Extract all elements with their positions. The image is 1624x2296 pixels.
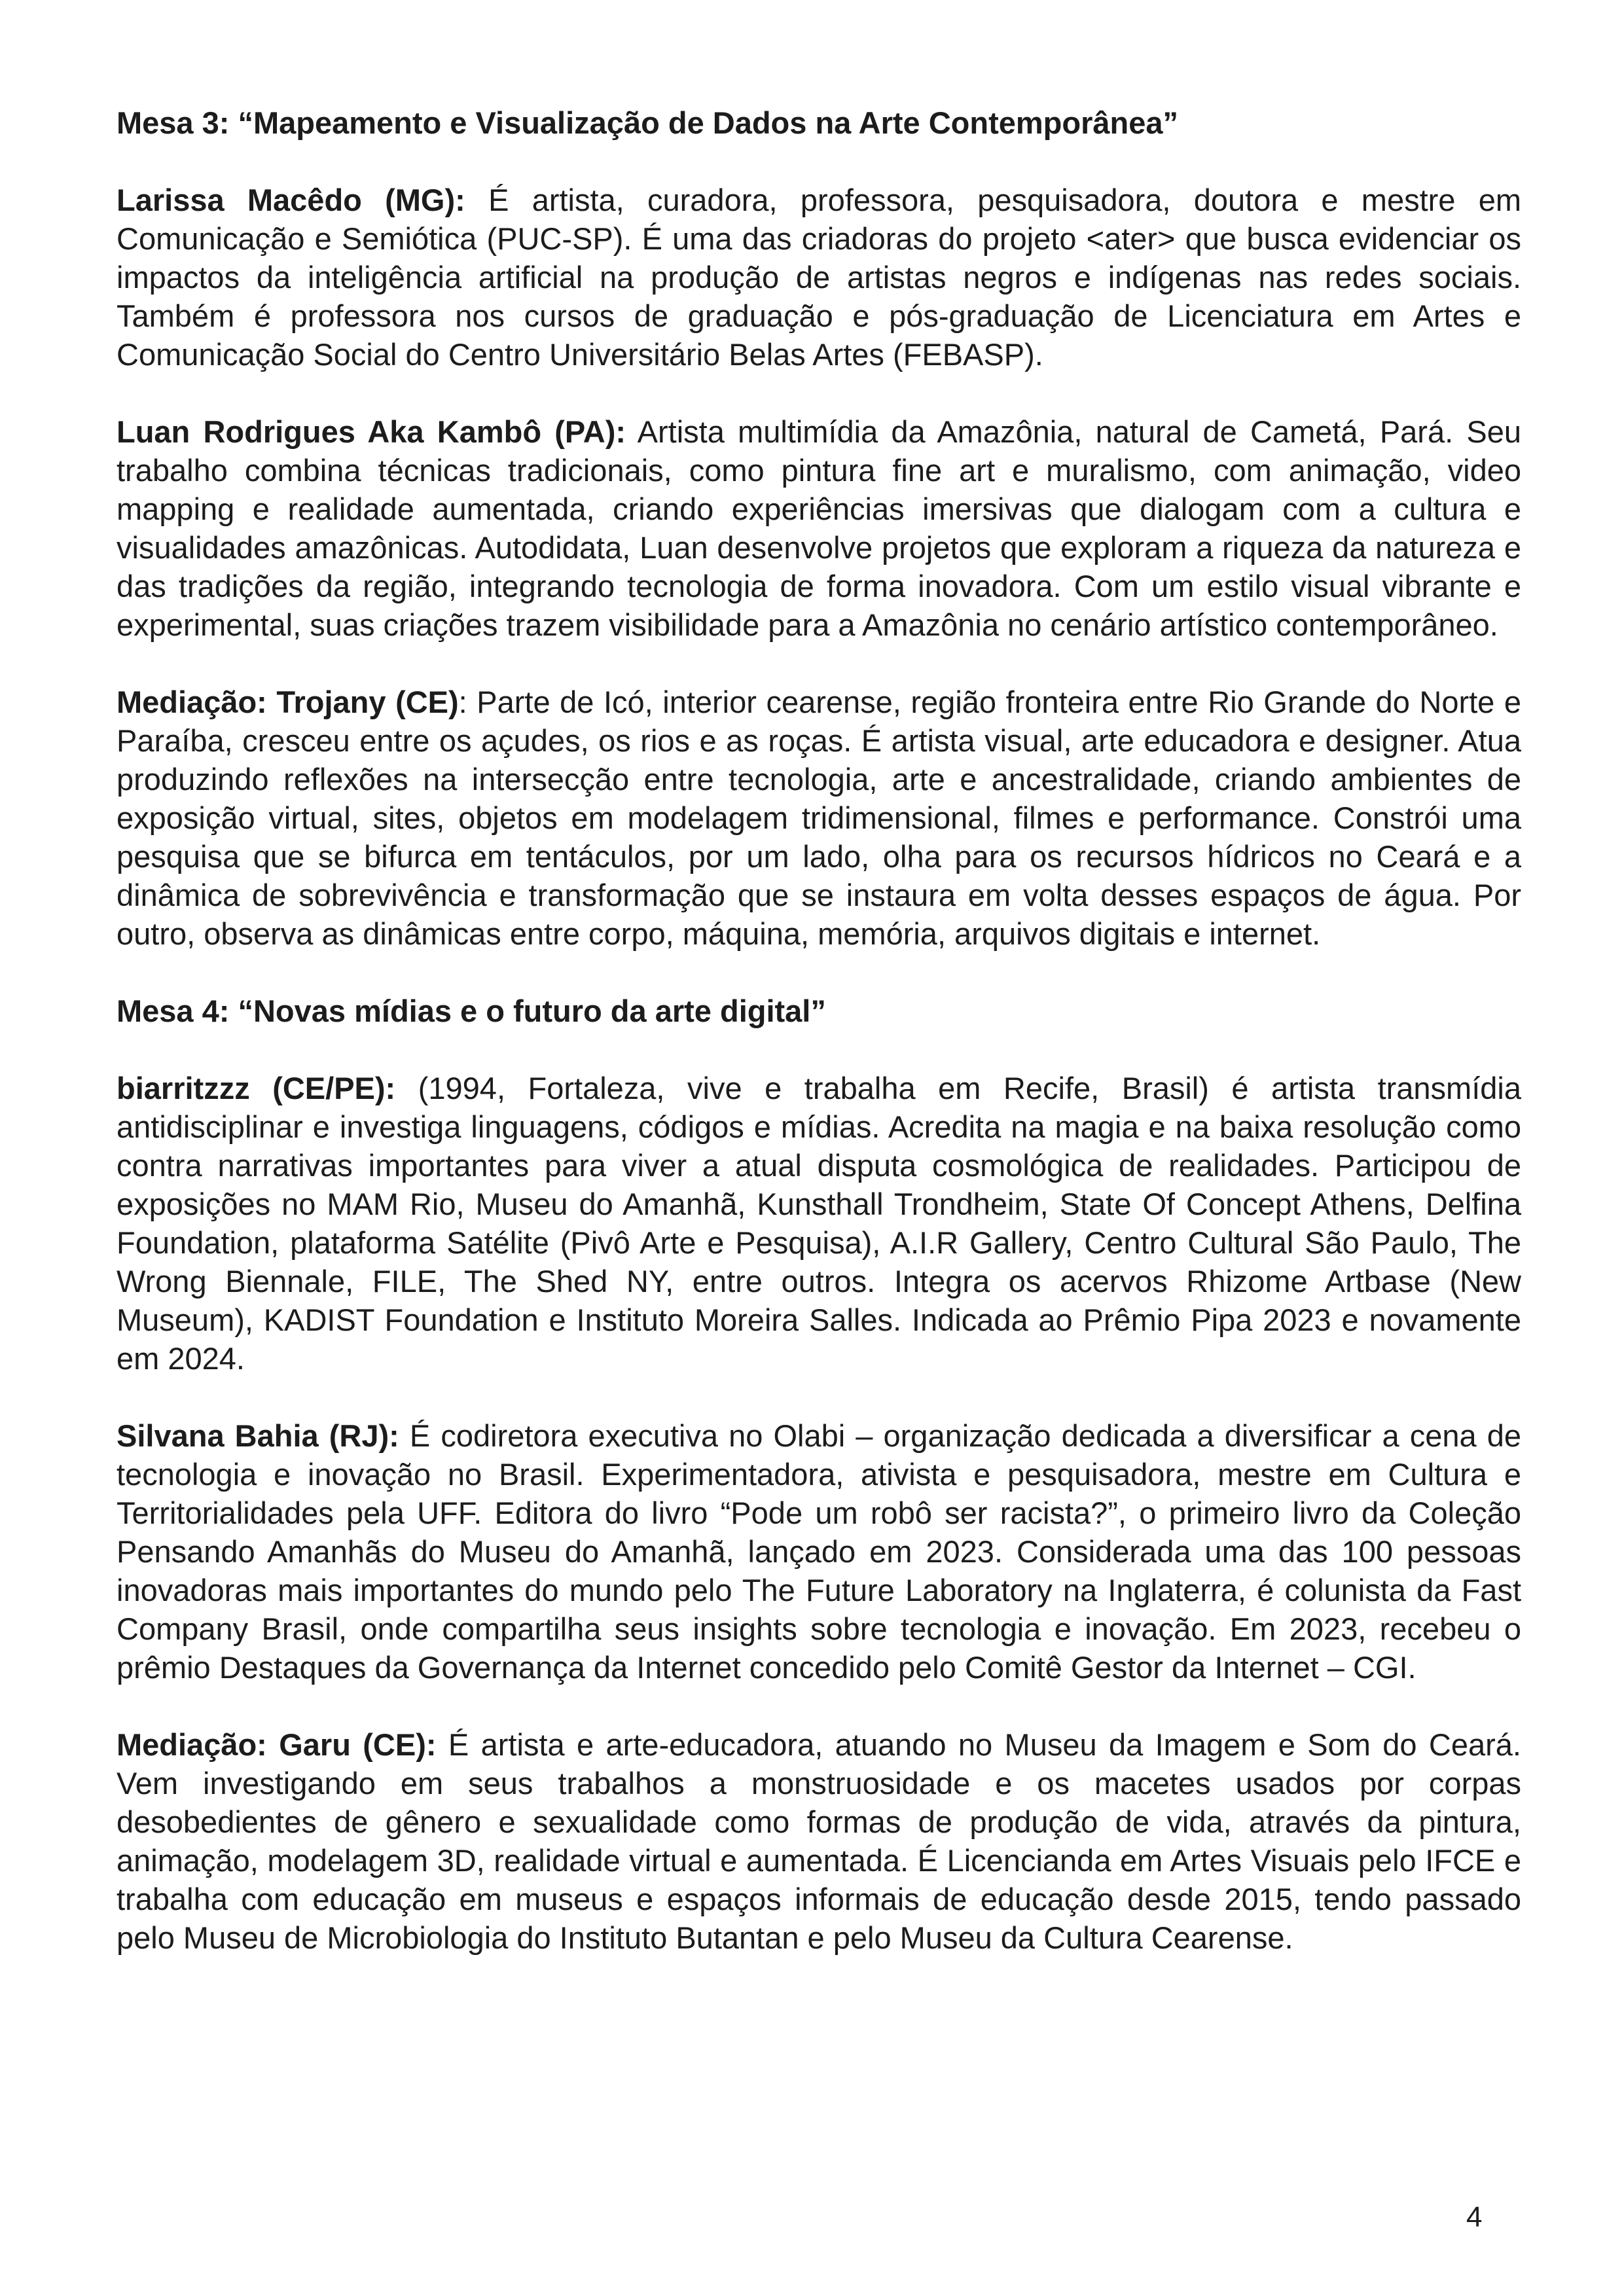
bio-silvana-bahia xyxy=(117,1416,1521,1687)
bio-name: biarritzzz (CE/PE): xyxy=(117,1071,396,1105)
bio-garu xyxy=(117,1725,1521,1957)
bio-text: Artista multimídia da Amazônia, natural de Cametá, Pará. Seu trabalho combina técnicas tradicionais, como pintura fine art e muralismo, com animação, video mapping e realidade aumentada, criando experiências imersivas que dialogam com a cultura e visualidades amazônicas. Autodidata, Luan desenvolve projetos que exploram a riqueza da natureza e das tradições da região, integrando tecnologia de forma inovadora. Com um estilo visual vibrante e experimental, suas criações trazem visibilidade para a Amazônia no cenário artístico contemporâneo. xyxy=(117,414,1521,642)
bio-biarritzzz xyxy=(117,1069,1521,1378)
bio-larissa-macedo xyxy=(117,181,1521,374)
bio-name: Mediação: Trojany (CE) xyxy=(117,685,459,719)
bio-trojany xyxy=(117,683,1521,953)
page-number: 4 xyxy=(1466,2201,1483,2233)
bio-luan-rodrigues xyxy=(117,412,1521,644)
bio-name: Silvana Bahia (RJ): xyxy=(117,1418,399,1453)
bio-text: É artista e arte-educadora, atuando no Museu da Imagem e Som do Ceará. Vem investigando em seus trabalhos a monstruosidade e os macetes usados por corpas desobedientes de gênero e sexualidade como formas de produção de vida, através da pintura, animação, modelagem 3D, realidade virtual e aumentada. É Licencianda em Artes Visuais pelo IFCE e trabalha com educação em museus e espaços informais de educação desde 2015, tendo passado pelo Museu de Microbiologia do Instituto Butantan e pelo Museu da Cultura Cearense. xyxy=(117,1727,1521,1955)
bio-name: Luan Rodrigues Aka Kambô (PA): xyxy=(117,414,626,449)
document-body xyxy=(117,103,1521,1996)
bio-text: É codiretora executiva no Olabi – organização dedicada a diversificar a cena de tecnologia e inovação no Brasil. Experimentadora, ativista e pesquisadora, mestre em Cultura e Territorialidades pela UFF. Editora do livro “Pode um robô ser racista?”, o primeiro livro da Coleção Pensando Amanhãs do Museu do Amanhã, lançado em 2023. Considerada uma das 100 pessoas inovadoras mais importantes do mundo pelo The Future Laboratory na Inglaterra, é colunista da Fast Company Brasil, onde compartilha seus insights sobre tecnologia e inovação. Em 2023, recebeu o prêmio Destaques da Governança da Internet concedido pelo Comitê Gestor da Internet – CGI. xyxy=(117,1418,1521,1685)
bio-name: Larissa Macêdo (MG): xyxy=(117,183,465,217)
bio-text: É artista, curadora, professora, pesquisadora, doutora e mestre em Comunicação e Semiótica (PUC-SP). É uma das criadoras do projeto <ater> que busca evidenciar os impactos da inteligência artificial na produção de artistas negros e indígenas nas redes sociais. Também é professora nos cursos de graduação e pós-graduação de Licenciatura em Artes e Comunicação Social do Centro Universitário Belas Artes (FEBASP). xyxy=(117,183,1522,372)
section-heading-mesa-3: Mesa 3: “Mapeamento e Visualização de Dados na Arte Contemporânea” xyxy=(117,105,1178,140)
section-heading-mesa-4: Mesa 4: “Novas mídias e o futuro da arte digital” xyxy=(117,994,826,1028)
bio-name: Mediação: Garu (CE): xyxy=(117,1727,437,1762)
bio-text: : Parte de Icó, interior cearense, região fronteira entre Rio Grande do Norte e Paraíba, cresceu entre os açudes, os rios e as roças. É artista visual, arte educadora e designer. Atua produzindo reflexões na intersecção entre tecnologia, arte e ancestralidade, criando ambientes de exposição virtual, sites, objetos em modelagem tridimensional, filmes e performance. Constrói uma pesquisa que se bifurca em tentáculos, por um lado, olha para os recursos hídricos no Ceará e a dinâmica de sobrevivência e transformação que se instaura em volta desses espaços de água. Por outro, observa as dinâmicas entre corpo, máquina, memória, arquivos digitais e internet. xyxy=(117,685,1521,951)
bio-text: (1994, Fortaleza, vive e trabalha em Recife, Brasil) é artista transmídia antidisciplinar e investiga linguagens, códigos e mídias. Acredita na magia e na baixa resolução como contra narrativas importantes para viver a atual disputa cosmológica de realidades. Participou de exposições no MAM Rio, Museu do Amanhã, Kunsthall Trondheim, State Of Concept Athens, Delfina Foundation, plataforma Satélite (Pivô Arte e Pesquisa), A.I.R Gallery, Centro Cultural São Paulo, The Wrong Biennale, FILE, The Shed NY, entre outros. Integra os acervos Rhizome Artbase (New Museum), KADIST Foundation e Instituto Moreira Salles. Indicada ao Prêmio Pipa 2023 e novamente em 2024. xyxy=(117,1071,1521,1376)
